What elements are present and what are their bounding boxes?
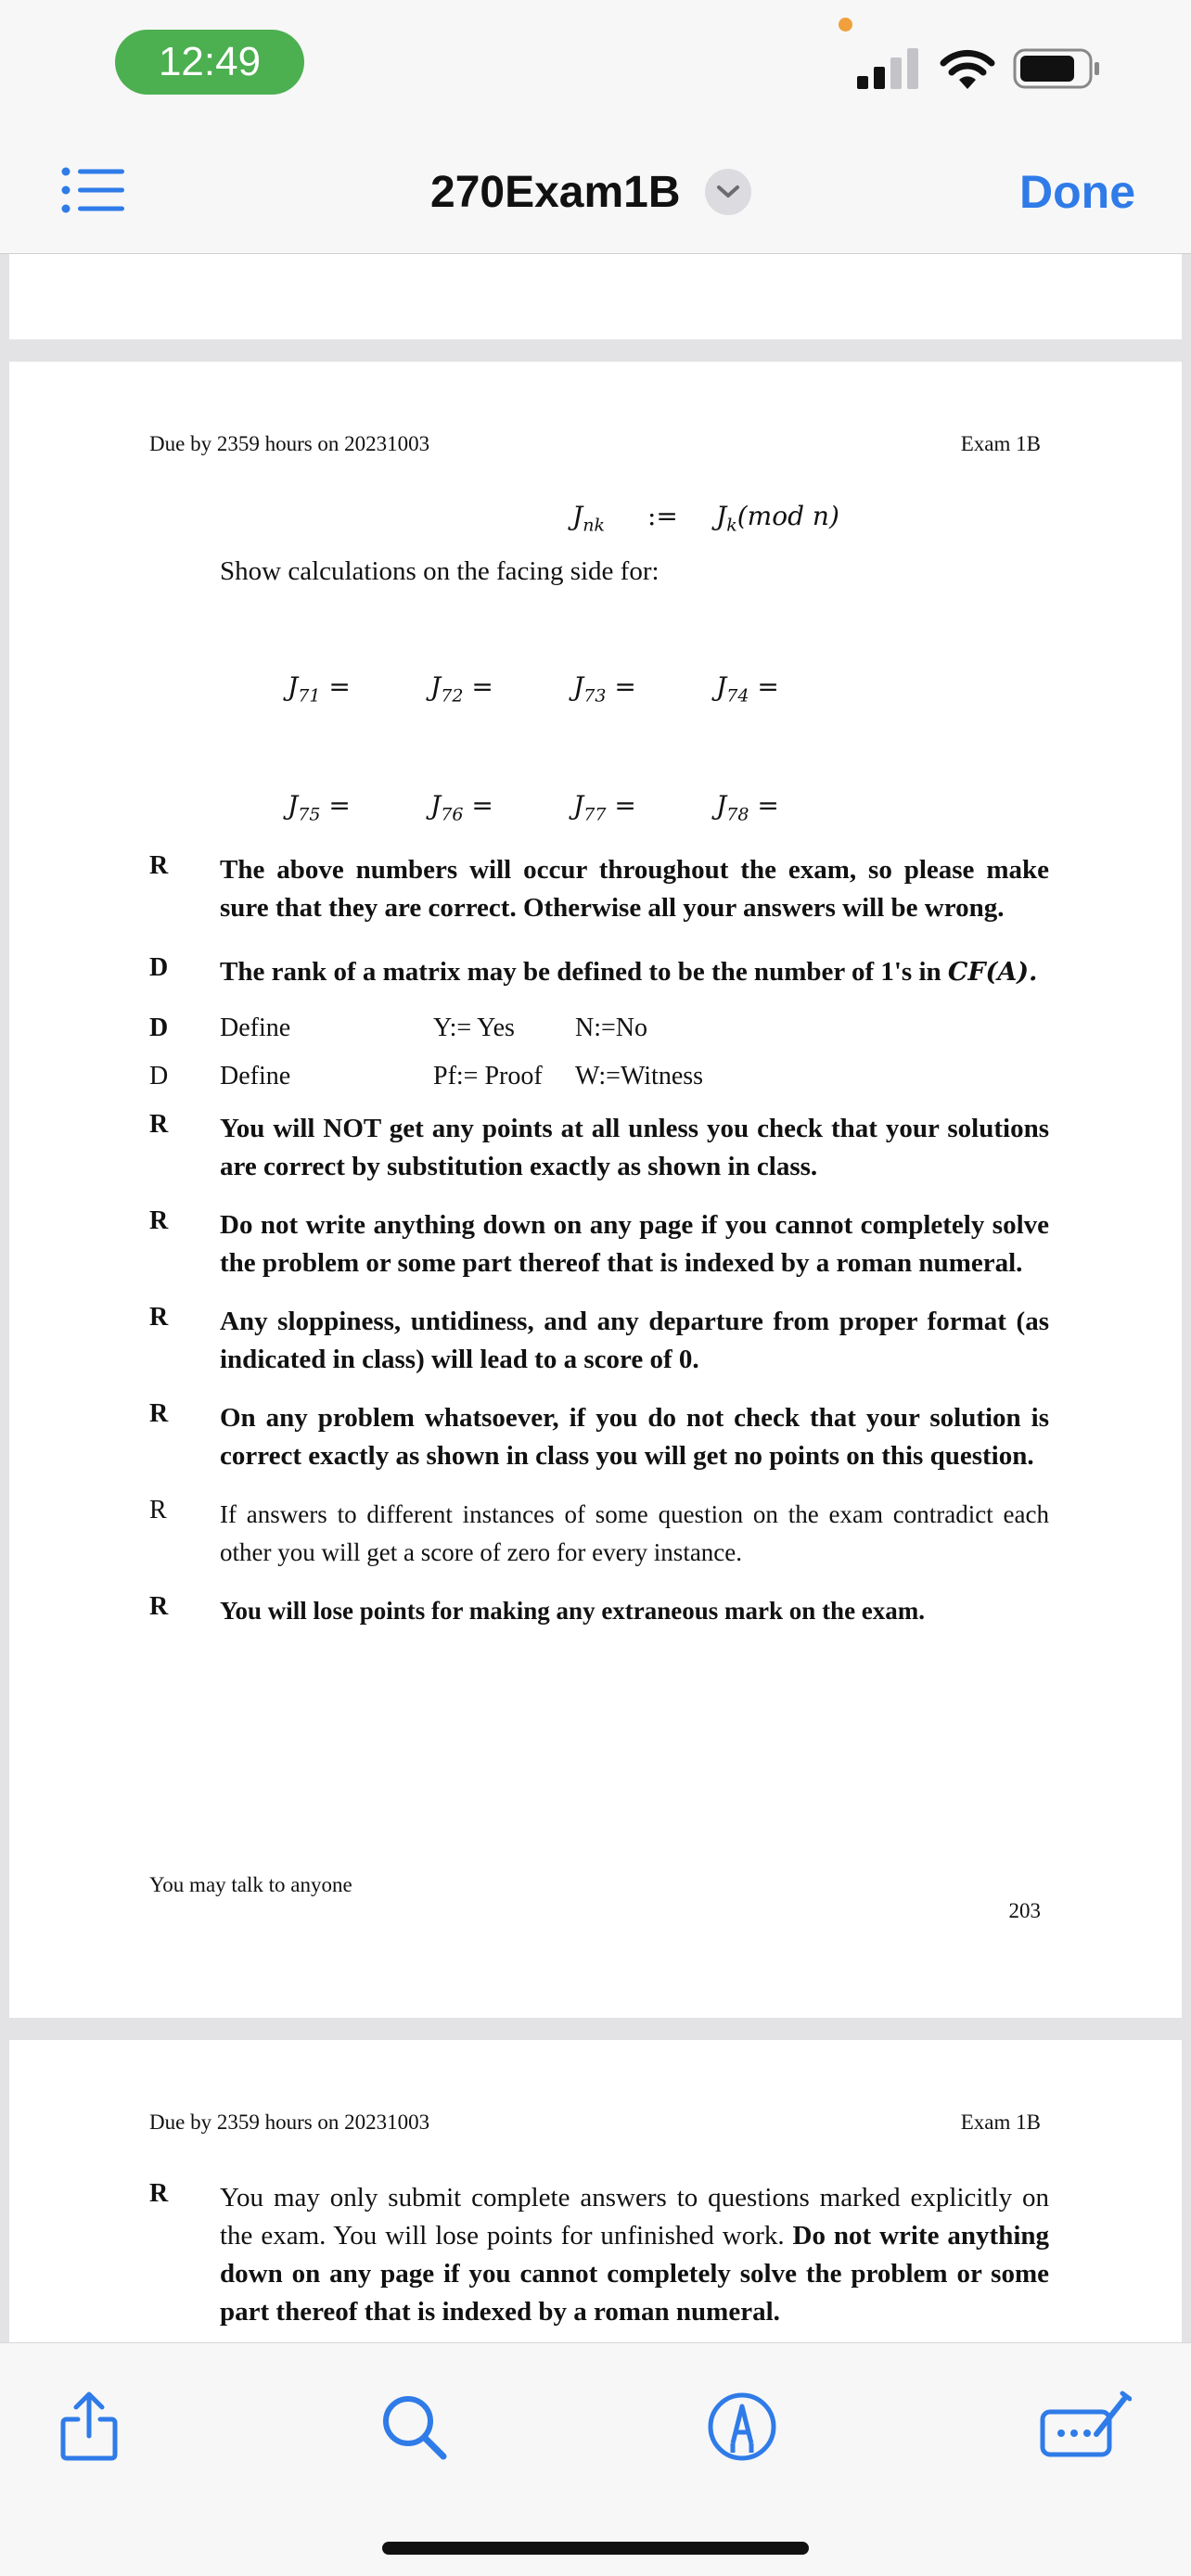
define-label: Define	[220, 1062, 291, 1090]
list-icon[interactable]	[61, 167, 124, 213]
page-header-exam: Exam 1B	[960, 432, 1041, 455]
share-icon[interactable]	[52, 2390, 126, 2464]
rule-text: You will NOT get any points at all unless you check that your solutions are correct by substitution exactly as shown in class.	[220, 1114, 1049, 1181]
rule-tag: R	[149, 1206, 169, 1235]
rule-text: The above numbers will occur throughout the exam, so please make sure that they are correct. Otherwise all your answers will be wrong.	[220, 855, 1049, 923]
rule-tag: R	[149, 1399, 169, 1428]
title-menu-button[interactable]	[705, 169, 751, 215]
j-item: $J_{74}$ =	[716, 671, 779, 707]
rule-text: On any problem whatsoever, if you do not check that your solution is correct exactly as shown in class you will get no points on this question.	[220, 1403, 1049, 1471]
rule-text: The rank of a matrix may be defined to be the number of 1's in CF(A).	[220, 957, 1038, 987]
page-header-due: Due by 2359 hours on 20231003	[149, 2111, 430, 2134]
document-title: 270Exam1B	[430, 167, 681, 217]
rule-item	[149, 851, 1049, 927]
define-label: Define	[220, 1014, 291, 1042]
rule-tag: D	[149, 953, 169, 982]
definition-yes: Y:= Yes	[433, 1014, 515, 1042]
page-footer-note: You may talk to anyone	[149, 1873, 352, 1896]
rule-item	[149, 953, 1049, 991]
rule-text: Any sloppiness, untidiness, and any departure from proper format (as indicated in class) will lead to a score of 0.	[220, 1307, 1049, 1374]
rule-tag: R	[149, 1303, 169, 1332]
rule-text: You may only submit complete answers to questions marked explicitly on the exam. You will lose points for unfinished work. Do not write anything down on any page if you cannot completely solve the problem or some part thereof that is indexed by a roman numeral.	[220, 2183, 1050, 2327]
rule-item	[149, 1592, 1049, 1630]
rule-tag: R	[149, 1592, 169, 1621]
j-item: $J_{71}$ =	[288, 671, 351, 707]
rules-list	[149, 851, 1049, 1664]
rule-item	[149, 1206, 1049, 1282]
chevron-down-icon	[716, 185, 740, 199]
rule-text: You will lose points for making any extraneous mark on the exam.	[220, 1597, 926, 1625]
definition-proof: Pf:= Proof	[433, 1062, 543, 1090]
top-bar	[0, 0, 1191, 254]
definition-row	[220, 1014, 647, 1043]
battery-icon	[1013, 48, 1102, 89]
cellular-signal-icon	[857, 48, 922, 89]
rule-item	[149, 1110, 1049, 1186]
j-item: $J_{76}$ =	[430, 790, 493, 825]
search-icon[interactable]	[377, 2390, 451, 2464]
formula-rhs: $J_k(mod$ n)	[716, 501, 839, 536]
rule-item	[149, 1062, 1049, 1091]
definition-row	[220, 1062, 703, 1091]
previous-page	[9, 254, 1182, 339]
rule-tag: D	[149, 1014, 169, 1042]
definition-witness: W:=Witness	[575, 1062, 704, 1090]
j-item: $J_{78}$ =	[716, 790, 779, 825]
status-time: 12:49	[115, 30, 304, 95]
rule-item	[149, 1014, 1049, 1043]
mic-indicator-dot	[839, 18, 852, 32]
instruction-text: Show calculations on the facing side for:	[220, 556, 660, 586]
formula-lhs: $J_{nk}$	[572, 501, 605, 536]
rule-tag: R	[149, 1496, 167, 1524]
keyboard-pen-icon[interactable]	[1039, 2390, 1132, 2464]
rule-item	[149, 1399, 1049, 1475]
page-header-exam: Exam 1B	[960, 2111, 1041, 2134]
rule-item	[149, 1496, 1049, 1572]
page-number: 203	[1008, 1899, 1041, 1922]
rules-list	[149, 2179, 1049, 2365]
document-title-button[interactable]	[430, 159, 751, 224]
bottom-toolbar	[0, 2342, 1191, 2576]
j-item: $J_{73}$ =	[573, 671, 636, 707]
j-item: $J_{75}$ =	[288, 790, 351, 825]
rule-tag: R	[149, 1110, 169, 1139]
definition-no: N:=No	[575, 1014, 648, 1042]
done-button[interactable]: Done	[1019, 166, 1135, 218]
document-page	[9, 362, 1182, 2018]
rule-tag: R	[149, 2179, 169, 2208]
j-item: $J_{77}$ =	[573, 790, 636, 825]
formula-assign: :=	[647, 501, 678, 531]
markup-icon[interactable]	[705, 2390, 779, 2464]
home-indicator	[382, 2542, 809, 2555]
next-page	[9, 2040, 1182, 2374]
rule-tag: R	[149, 851, 169, 880]
rule-text: If answers to different instances of some question on the exam contradict each other you will get a score of zero for every instance.	[220, 1500, 1049, 1566]
page-header-due: Due by 2359 hours on 20231003	[149, 432, 430, 455]
rule-math: CF(A).	[947, 958, 1038, 987]
j-item: $J_{72}$ =	[430, 671, 493, 707]
rule-item	[149, 2179, 1049, 2331]
rule-tag: D	[149, 1062, 169, 1090]
rule-item	[149, 1303, 1049, 1379]
rule-text: Do not write anything down on any page if you cannot completely solve the problem or some part thereof that is indexed by a roman numeral.	[220, 1210, 1049, 1278]
wifi-icon	[939, 46, 996, 91]
